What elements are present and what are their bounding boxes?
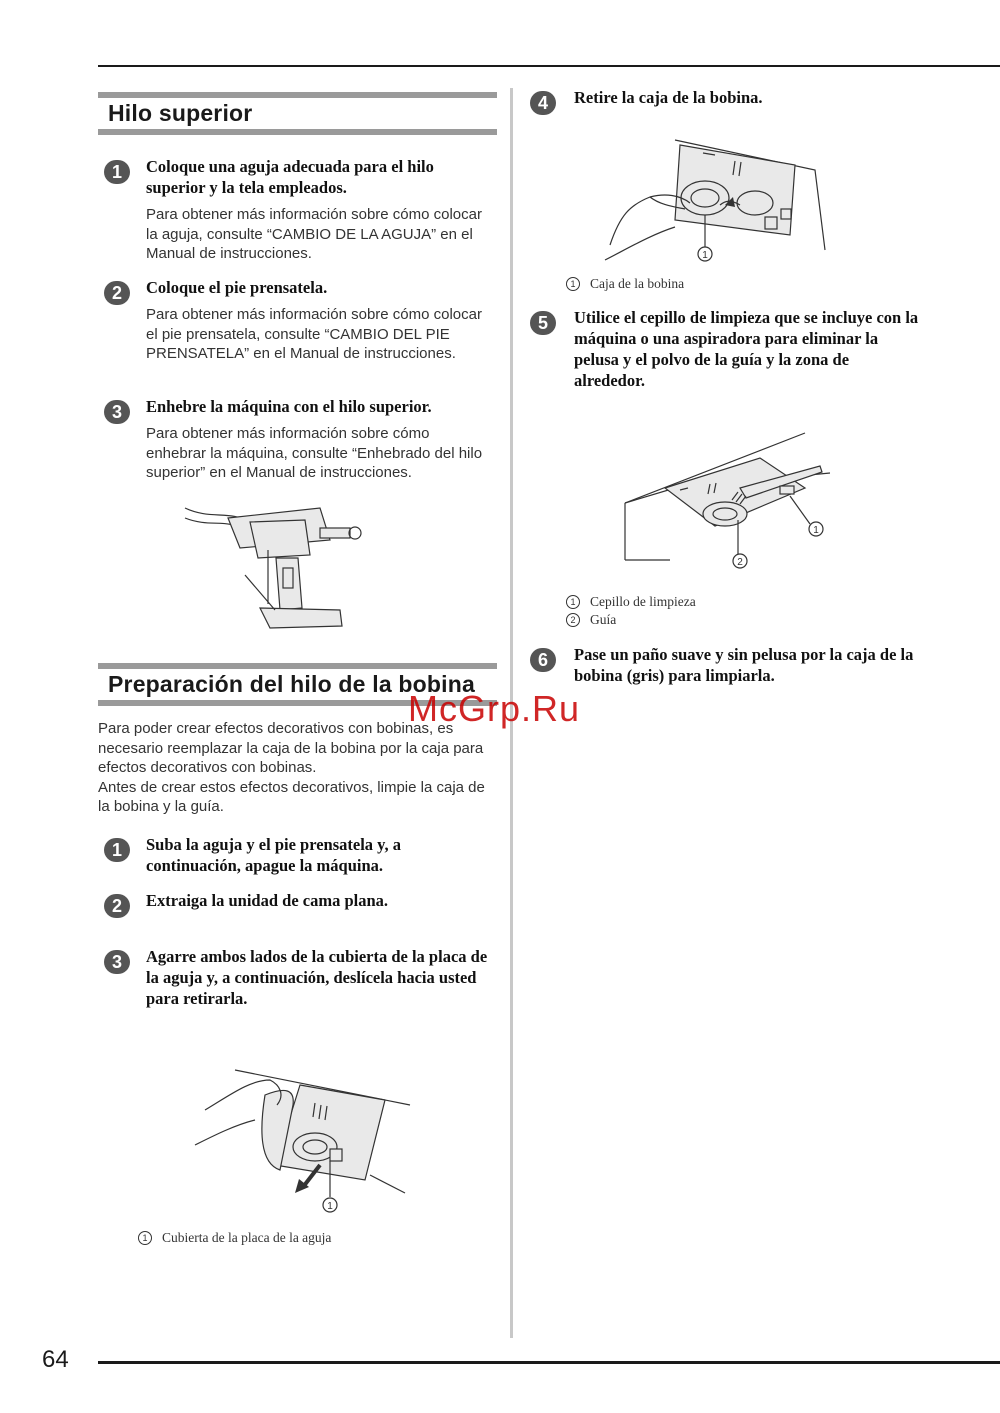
step-badge: 2	[104, 281, 130, 305]
caption-text: Guía	[590, 612, 617, 627]
step-badge: 1	[104, 160, 130, 184]
step-badge: 5	[530, 311, 556, 335]
bobbin-case-illustration	[605, 135, 830, 265]
step-title: Utilice el cepillo de limpieza que se incluye con la máquina o una aspiradora para eliminar la pelusa y el polvo de la guía y la zona de alrededor.	[574, 308, 919, 390]
step-badge: 3	[104, 950, 130, 974]
step-badge: 2	[104, 894, 130, 918]
step-title: Agarre ambos lados de la cubierta de la placa de la aguja y, a continuación, deslícela hacia usted para retirarla.	[146, 947, 488, 1008]
caption-number: 1	[566, 595, 580, 609]
step-badge: 1	[104, 838, 130, 862]
section-title: Preparación del hilo de la bobina	[108, 671, 476, 697]
figure-caption	[138, 1229, 331, 1247]
svg-text:1: 1	[702, 250, 708, 261]
svg-text:2: 2	[737, 557, 743, 568]
step-body: Para obtener más información sobre cómo colocar la aguja, consulte “CAMBIO DE LA AGUJA” en el Manual de instrucciones.	[146, 206, 482, 263]
step-title: Coloque el pie prensatela.	[146, 278, 328, 297]
caption-number: 1	[566, 277, 580, 291]
watermark: McGrp.Ru	[408, 688, 581, 729]
step-badge: 6	[530, 648, 556, 672]
step-title: Suba la aguja y el pie prensatela y, a continuación, apague la máquina.	[146, 835, 402, 875]
caption-number: 1	[138, 1231, 152, 1245]
cleaning-brush-illustration	[620, 428, 835, 578]
caption-text: Cepillo de limpieza	[590, 594, 696, 609]
caption-text: Caja de la bobina	[590, 276, 685, 291]
top-rule	[98, 65, 1000, 67]
step-body: Para obtener más información sobre cómo enhebrar la máquina, consulte “Enhebrado del hilo superior” en el Manual de instrucciones.	[146, 425, 483, 482]
section-intro: Para poder crear efectos decorativos con bobinas, es necesario reemplazar la caja de la bobina por la caja para efectos decorativos con bobinas. Antes de crear estos efectos decorativos, limpie la caja de la bobina y la guía.	[98, 720, 485, 816]
step-title: Pase un paño suave y sin pelusa por la caja de la bobina (gris) para limpiarla.	[574, 645, 914, 685]
step-title: Extraiga la unidad de cama plana.	[146, 891, 389, 910]
svg-text:1: 1	[327, 1201, 333, 1212]
step-title: Coloque una aguja adecuada para el hilo superior y la tela empleados.	[146, 157, 434, 197]
step-title: Enhebre la máquina con el hilo superior.	[146, 397, 432, 416]
needle-plate-cover-illustration	[195, 1065, 410, 1215]
section-hilo-superior-header	[98, 92, 497, 135]
section-title: Hilo superior	[108, 100, 253, 126]
step-title: Retire la caja de la bobina.	[574, 88, 763, 107]
svg-text:1: 1	[813, 525, 819, 536]
figure-caption	[566, 593, 696, 611]
step-body: Para obtener más información sobre cómo colocar el pie prensatela, consulte “CAMBIO DEL PIE PRENSATELA” en el Manual de instrucciones.	[146, 306, 482, 363]
bottom-rule	[98, 1361, 1000, 1364]
figure-caption	[566, 611, 616, 629]
step-badge: 4	[530, 91, 556, 115]
step-badge: 3	[104, 400, 130, 424]
caption-number: 2	[566, 613, 580, 627]
figure-caption	[566, 275, 684, 293]
caption-text: Cubierta de la placa de la aguja	[162, 1230, 332, 1245]
page-number: 64	[42, 1346, 69, 1373]
presser-foot-illustration	[180, 500, 370, 640]
